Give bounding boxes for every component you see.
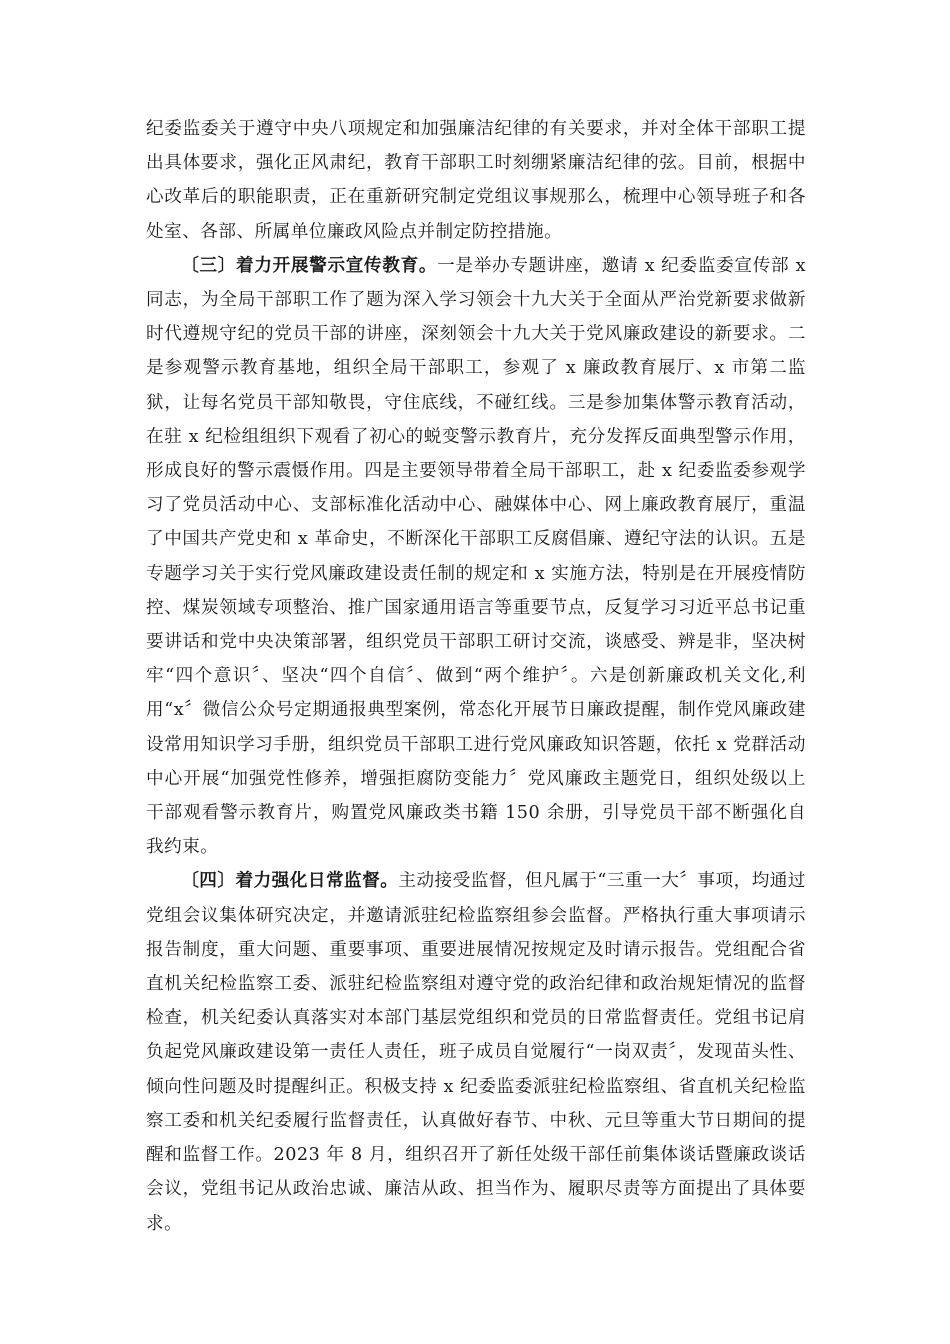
section-4-text: 主动接受监督，但凡属于“三重一大〞事项，均通过党组会议集体研究决定，并邀请派驻纪检监察组参会监督。严格执行重大事项请示报告制度，重大问题、重要事项、重要进展情况按规定及时请示报告。党组配合省直机关纪检监察工委、派驻纪检监察组对遵守党的政治纪律和政治规矩情况的监督检查，机关纪委认真落实对本部门基层党组织和党员的日常监督责任。党组书记肩负起党风廉政建设第一责任人责任，班子成员自觉履行“一岗双责〞，发现苗头性、倾向性问题及时提醒纠正。积极支持 x 纪委监委派驻纪检监察组、省直机关纪检监察工委和机关纪委履行监督责任，认真做好春节、中秋、元旦等重大节日期间的提醒和监督工作。2023 年 8 月，组织召开了新任处级干部任前集体谈话暨廉政谈话会议，党组书记从政治忠诚、廉洁从政、担当作为、履职尽责等方面提出了具体要求。 bbox=[146, 871, 806, 1234]
paragraph-section-4 bbox=[146, 864, 806, 1240]
paragraph-1-text: 纪委监委关于遵守中央八项规定和加强廉洁纪律的有关要求，并对全体干部职工提出具体要求，强化正风肃纪，教育干部职工时刻绷紧廉洁纪律的弦。目前，根据中心改革后的职能职责，正在重新研究制定党组议事规那么，梳理中心领导班子和各处室、各部、所属单位廉政风险点并制定防控措施。 bbox=[146, 119, 806, 242]
section-3-text: 一是举办专题讲座，邀请 x 纪委监委宣传部 x 同志，为全局干部职工作了题为深入学习领会十九大关于全面从严治党新要求做新时代遵规守纪的党员干部的讲座，深刻领会十九大关于党风廉政建设的新要求。二是参观警示教育基地，组织全局干部职工，参观了 x 廉政教育展厅、x 市第二监狱，让每名党员干部知敬畏，守住底线，不碰红线。三是参加集体警示教育活动，在驻 x 纪检组组织下观看了初心的蜕变警示教育片，充分发挥反面典型警示作用，形成良好的警示震慑作用。四是主要领导带着全局干部职工，赴 x 纪委监委参观学习了党员活动中心、支部标准化活动中心、融媒体中心、网上廉政教育展厅，重温了中国共产党史和 x 革命史，不断深化干部职工反腐倡廉、遵纪守法的认识。五是专题学习关于实行党风廉政建设责任制的规定和 x 实施方法，特别是在开展疫情防控、煤炭领域专项整治、推广国家通用语言等重要节点，反复学习习近平总书记重要讲话和党中央决策部署，组织党员干部职工研讨交流，谈感受、辨是非，坚决树牢“四个意识〞、坚决“四个自信〞、做到“两个维护〞。六是创新廉政机关文化,利用“x〞微信公众号定期通报典型案例，常态化开展节日廉政提醒，制作党风廉政建设常用知识学习手册，组织党员干部职工进行党风廉政知识答题，依托 x 党群活动中心开展“加强党性修养，增强拒腐防变能力〞党风廉政主题党日，组织处级以上干部观看警示教育片，购置党风廉政类书籍 150 余册，引导党员干部不断强化自我约束。 bbox=[146, 255, 806, 858]
document-page bbox=[146, 112, 806, 1241]
section-3-heading: 〔三〕着力开展警示宣传教育。 bbox=[181, 254, 438, 276]
paragraph-section-3 bbox=[146, 249, 806, 865]
paragraph-continued bbox=[146, 112, 806, 249]
section-4-heading: 〔四〕着力强化日常监督。 bbox=[181, 870, 399, 892]
